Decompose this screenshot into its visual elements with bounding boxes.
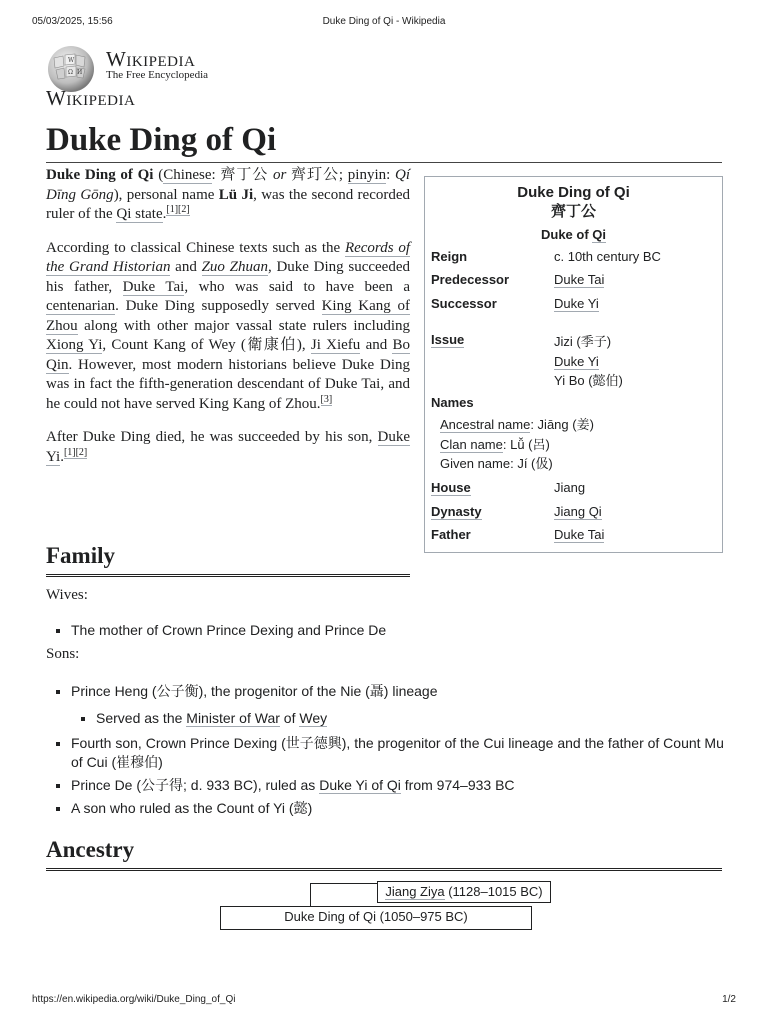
link-pinyin[interactable]: pinyin xyxy=(347,167,387,183)
house-value: Jiang xyxy=(554,480,586,495)
link-zuo-zhuan[interactable] xyxy=(202,259,268,276)
p2-text: , who was said to have been a xyxy=(184,278,410,295)
issue-yi-bo: Yi Bo (懿伯) xyxy=(554,373,623,388)
link-duke-yi-of-qi[interactable]: Duke Yi of Qi xyxy=(319,777,401,793)
list-item: A son who ruled as the Count of Yi (懿) xyxy=(46,799,726,818)
lead-chinese-text: : 齊丁公 xyxy=(211,167,273,183)
page-title: Duke Ding of Qi xyxy=(46,118,722,163)
lead-personal-name: Lü Ji xyxy=(218,186,254,203)
issue-values xyxy=(554,332,623,391)
lead-or: or xyxy=(272,167,287,183)
lead-paragraph-2 xyxy=(46,239,410,415)
sons-sublist xyxy=(71,709,711,728)
p2-text: , Count Kang of Wey (衛康伯), xyxy=(102,337,311,353)
lead-paragraph-1 xyxy=(46,166,410,225)
p3-text: After Duke Ding died, he was succeeded by his son, xyxy=(46,429,378,445)
wordmark-tagline: The Free Encyclopedia xyxy=(106,69,209,81)
section-heading-family: Family xyxy=(46,542,410,577)
book-title: Zuo Zhuan xyxy=(201,259,268,275)
link-bo-qin[interactable]: Bo Qin xyxy=(46,337,410,373)
ancestry-connector xyxy=(310,883,378,906)
p2-text: According to classical Chinese texts such as the xyxy=(46,239,345,256)
lead-text: ( xyxy=(153,167,164,183)
lead-paragraph-3 xyxy=(46,428,410,467)
son3-text: Prince De (公子得; d. 933 BC), ruled as xyxy=(71,777,320,793)
infobox-names-list xyxy=(440,415,594,474)
ref-1-2-b[interactable]: [1][2] xyxy=(63,446,88,458)
successor-link[interactable]: Duke Yi xyxy=(554,296,599,311)
predecessor-link[interactable]: Duke Tai xyxy=(554,272,605,287)
parent-dates: (1128–1015 BC) xyxy=(444,884,543,899)
p2-text: . However, most modern historians believe Duke Ding was in fact the fifth-generation descendant of Duke Tai, and he could not have served King Kang of Zhou. xyxy=(46,356,410,412)
subtitle-prefix: Duke of xyxy=(540,227,593,242)
infobox-title-chinese: 齊丁公 xyxy=(550,203,596,220)
list-item: Prince Heng (公子衡), the progenitor of the Nie (聶) lineage xyxy=(46,682,726,701)
book-title: Records of the Grand Historian xyxy=(46,239,410,275)
wives-list xyxy=(46,621,726,640)
link-king-kang-of-zhou[interactable]: King Kang of Zhou xyxy=(46,298,410,334)
link-qi-state[interactable]: Qi state xyxy=(116,206,163,222)
wikipedia-wordmark[interactable] xyxy=(106,48,208,82)
dynasty-link[interactable]: Jiang Qi xyxy=(554,504,602,519)
print-url: https://en.wikipedia.org/wiki/Duke_Ding_of_Qi xyxy=(32,994,236,1005)
issue-label[interactable]: Issue xyxy=(431,332,465,347)
father-link[interactable]: Duke Tai xyxy=(554,527,605,542)
infobox xyxy=(424,176,723,553)
ancestry-parent-box xyxy=(377,881,551,903)
list-item xyxy=(46,776,726,795)
p2-text: . Duke Ding supposedly served xyxy=(115,298,322,314)
reign-label: Reign xyxy=(431,249,468,264)
ancestry-self-box: Duke Ding of Qi (1050–975 BC) xyxy=(220,906,532,930)
dynasty-label[interactable]: Dynasty xyxy=(431,504,482,519)
given-name: Given name: Jí (伋) xyxy=(440,456,553,471)
lead-period: . xyxy=(162,206,167,222)
article-lead xyxy=(46,166,410,481)
link-ji-xiefu[interactable]: Ji Xiefu xyxy=(310,337,361,353)
link-centenarian[interactable]: centenarian xyxy=(46,298,116,314)
p3-text: . xyxy=(60,448,64,465)
sons-list xyxy=(46,682,726,701)
lead-pinyin-text: Qí Dīng Gōng xyxy=(46,167,411,203)
link-duke-tai[interactable]: Duke Tai xyxy=(122,278,185,295)
issue-duke-yi-link[interactable]: Duke Yi xyxy=(554,353,599,369)
father-label: Father xyxy=(431,527,471,542)
lead-personal: ), personal name xyxy=(113,186,219,203)
link-qi[interactable]: Qi xyxy=(592,227,607,242)
link-minister-of-war[interactable]: Minister of War xyxy=(186,710,280,726)
svg-text:W: W xyxy=(68,57,75,64)
link-jiang-ziya[interactable]: Jiang Ziya xyxy=(385,884,445,899)
sub-text: Served as the xyxy=(96,710,187,726)
lead-was: , was the second recorded ruler of the xyxy=(46,186,411,222)
names-label: Names xyxy=(431,395,474,410)
print-page-number: 1/2 xyxy=(722,994,736,1005)
p2-text: , Duke Ding succeeded his father, xyxy=(46,259,410,295)
print-doc-title: Duke Ding of Qi - Wikipedia xyxy=(322,16,446,27)
section-heading-ancestry: Ancestry xyxy=(46,836,722,871)
son3-text: from 974–933 BC xyxy=(400,777,515,793)
lead-name: Duke Ding of Qi xyxy=(46,167,154,183)
sub-text: of xyxy=(279,710,300,726)
sons-label: Sons: xyxy=(46,646,80,662)
print-datetime: 05/03/2025, 15:56 xyxy=(32,16,113,27)
predecessor-label: Predecessor xyxy=(431,272,510,287)
successor-label: Successor xyxy=(431,296,497,311)
ancestral-value: : Jiāng (姜) xyxy=(530,417,594,432)
reign-value: c. 10th century BC xyxy=(554,249,661,264)
ref-3[interactable]: [3] xyxy=(320,393,333,405)
ref-1-2[interactable]: [1][2] xyxy=(166,204,190,215)
p2-text: and xyxy=(170,259,202,275)
wordmark-text: Wikipedia xyxy=(106,47,196,71)
list-item: Fourth son, Crown Prince Dexing (世子德興), the progenitor of the Cui lineage and the father of Count Mu of Cui (崔穆伯) xyxy=(46,734,726,772)
list-item: The mother of Crown Prince Dexing and Prince De xyxy=(46,621,726,640)
lead-chinese-alt: 齊玎公; xyxy=(286,167,348,183)
lead-pinyin-colon: : xyxy=(386,167,396,183)
link-xiong-yi[interactable]: Xiong Yi xyxy=(46,337,103,353)
issue-jizi: Jizi (季子) xyxy=(554,334,612,349)
clan-value: : Lǚ (呂) xyxy=(502,436,550,452)
wikipedia-wordmark-secondary: Wikipedia xyxy=(46,86,136,110)
p2-text: along with other major vassal state rulers including xyxy=(77,317,410,334)
link-wey[interactable]: Wey xyxy=(299,710,328,726)
wives-label: Wives: xyxy=(46,587,88,603)
svg-text:И: И xyxy=(77,69,83,76)
p2-text: and xyxy=(360,337,393,353)
sons-list-continued xyxy=(46,734,726,818)
clan-name-link[interactable]: Clan name xyxy=(440,436,503,452)
link-duke-yi[interactable]: Duke Yi xyxy=(46,429,410,465)
ancestral-name-link[interactable]: Ancestral name xyxy=(440,417,531,432)
svg-text:Ω: Ω xyxy=(68,69,73,76)
list-item xyxy=(71,709,711,728)
house-label[interactable]: House xyxy=(431,480,471,495)
infobox-title: Duke Ding of Qi xyxy=(517,184,630,201)
link-chinese[interactable]: Chinese xyxy=(163,167,212,183)
infobox-subtitle xyxy=(425,226,722,243)
